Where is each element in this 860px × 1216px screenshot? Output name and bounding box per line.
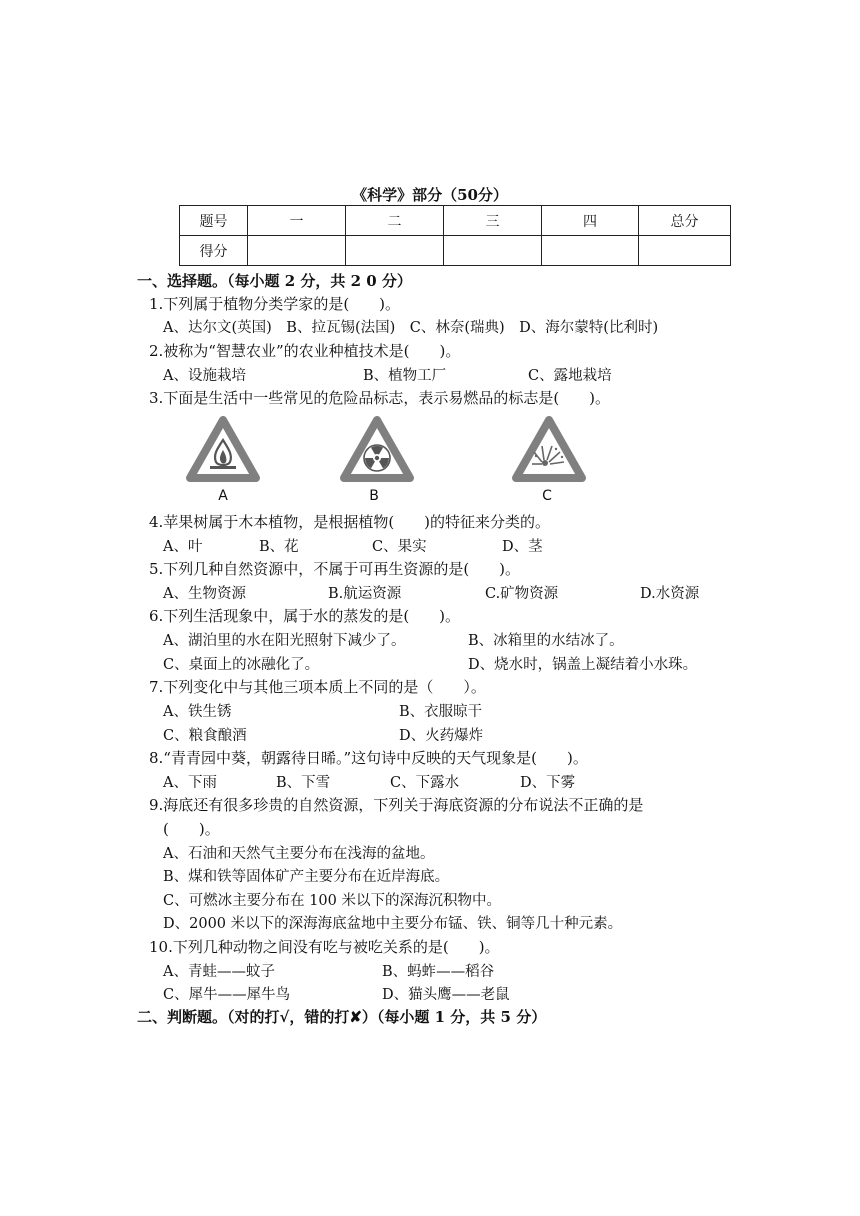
sign-label-a: A	[218, 488, 228, 504]
option: A、铁生锈	[163, 704, 232, 720]
option: A、下雨	[163, 775, 217, 791]
option: D、烧水时，锅盖上凝结着小水珠。	[468, 657, 698, 673]
option: C、桌面上的冰融化了。	[163, 657, 320, 673]
radiation-icon	[340, 416, 414, 484]
explosive-icon	[512, 416, 586, 484]
option: D、猫头鹰——老鼠	[382, 987, 510, 1003]
header-cell: 题号	[180, 206, 248, 236]
score-table	[179, 205, 731, 266]
option: D、茎	[502, 539, 543, 555]
option: A、设施栽培	[163, 368, 246, 384]
option: B、煤和铁等固体矿产主要分布在近岸海底。	[163, 869, 450, 885]
score-table-score-row	[180, 236, 731, 266]
option: C、犀牛——犀牛鸟	[163, 987, 291, 1003]
question-6: 6.下列生活现象中，属于水的蒸发的是( )。	[149, 607, 461, 625]
option: D.水资源	[640, 586, 700, 602]
question-9: 9.海底还有很多珍贵的自然资源，下列关于海底资源的分布说法不正确的是	[149, 796, 644, 814]
option: C、果实	[372, 539, 427, 555]
option: B、冰箱里的水结冰了。	[468, 633, 624, 649]
question-10: 10.下列几种动物之间没有吃与被吃关系的是( )。	[149, 938, 500, 956]
section-1-heading: 一、选择题。（每小题 2 分，共 2 0 分）	[137, 272, 412, 290]
sign-label-c: C	[542, 488, 552, 504]
option: D、下雾	[520, 775, 576, 791]
score-cell[interactable]	[248, 236, 346, 266]
page-title: 《科学》部分（50分）	[352, 186, 508, 204]
option: B、植物工厂	[363, 368, 447, 384]
option: D、2000 米以下的深海海底盆地中主要分布锰、铁、铜等几十种元素。	[163, 916, 623, 932]
option: A、达尔文(英国) B、拉瓦锡(法国) C、林奈(瑞典) D、海尔蒙特(比利时)	[163, 320, 659, 336]
header-cell: 一	[248, 206, 346, 236]
option: B、花	[259, 539, 299, 555]
section-2-heading: 二、判断题。（对的打√，错的打✘）（每小题 1 分，共 5 分）	[137, 1008, 547, 1026]
option: A、石油和天然气主要分布在浅海的盆地。	[163, 846, 435, 862]
score-cell[interactable]	[346, 236, 444, 266]
option: A、叶	[163, 539, 203, 555]
option: C、可燃冰主要分布在 100 米以下的深海沉积物中。	[163, 893, 501, 909]
question-2: 2.被称为“智慧农业”的农业种植技术是( )。	[149, 342, 461, 360]
header-cell: 总分	[639, 206, 731, 236]
question-4: 4.苹果树属于木本植物，是根据植物( )的特征来分类的。	[149, 513, 551, 531]
option: A、青蛙——蚊子	[163, 964, 275, 980]
option: B.航运资源	[328, 586, 402, 602]
option: C、下露水	[390, 775, 460, 791]
option: A、生物资源	[163, 586, 246, 602]
option: C、粮食酿酒	[163, 728, 247, 744]
question-5: 5.下列几种自然资源中，不属于可再生资源的是( )。	[149, 560, 521, 578]
option: B、衣服晾干	[399, 704, 483, 720]
option: D、火药爆炸	[399, 728, 484, 744]
score-cell[interactable]	[444, 236, 542, 266]
question-1: 1.下列属于植物分类学家的是( )。	[149, 295, 401, 313]
header-cell: 三	[444, 206, 542, 236]
sign-label-b: B	[369, 488, 379, 504]
option: C、露地栽培	[528, 368, 612, 384]
question-3: 3.下面是生活中一些常见的危险品标志，表示易燃品的标志是( )。	[149, 389, 611, 407]
option: B、下雪	[276, 775, 331, 791]
flammable-icon	[186, 416, 260, 484]
question-8: 8.“青青园中葵，朝露待日晞。”这句诗中反映的天气现象是( )。	[149, 749, 588, 767]
score-cell[interactable]	[639, 236, 731, 266]
score-cell[interactable]	[542, 236, 639, 266]
option: C.矿物资源	[485, 586, 559, 602]
question-7: 7.下列变化中与其他三项本质上不同的是（ ）。	[149, 678, 486, 696]
score-table-header-row	[180, 206, 731, 236]
question-9-blank: ( )。	[163, 820, 220, 838]
option: A、湖泊里的水在阳光照射下减少了。	[163, 633, 406, 649]
row-label-cell: 得分	[180, 236, 248, 266]
header-cell: 四	[542, 206, 639, 236]
header-cell: 二	[346, 206, 444, 236]
option: B、蚂蚱——稻谷	[382, 964, 495, 980]
